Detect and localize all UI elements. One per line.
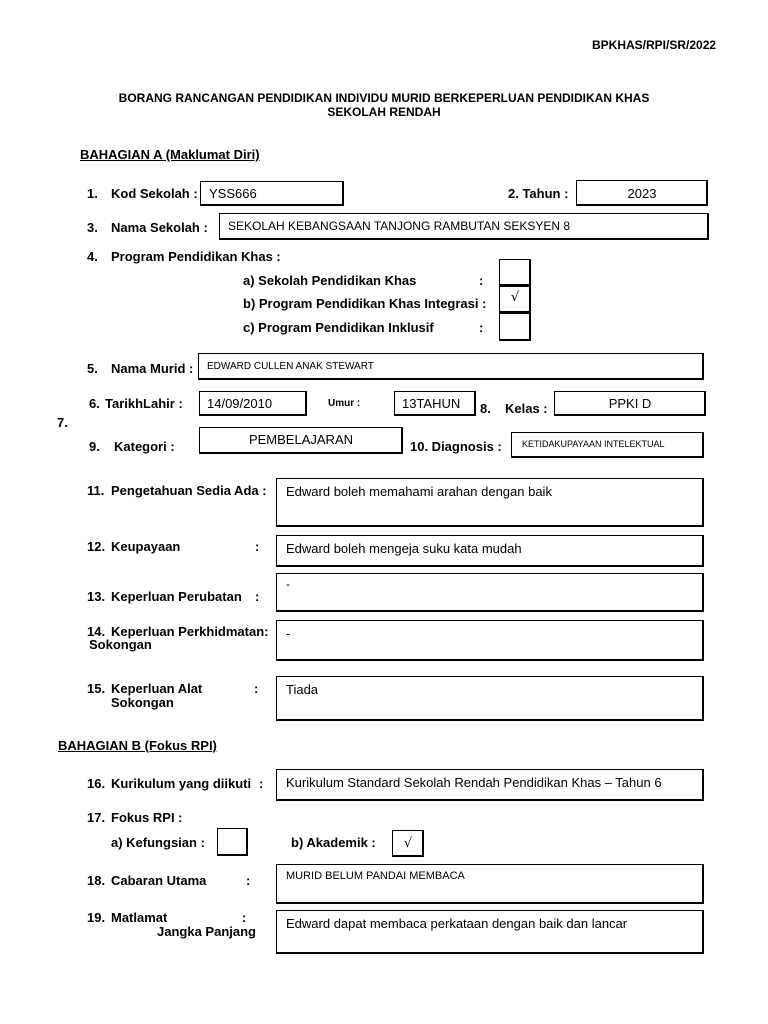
item-9-number: 9. <box>89 439 100 454</box>
nama-sekolah-field[interactable] <box>219 213 709 240</box>
pengetahuan-value: Edward boleh memahami arahan dengan baik <box>286 484 552 499</box>
option-c-colon: : <box>479 320 484 335</box>
akademik-label: b) Akademik : <box>291 835 376 850</box>
keupayaan-field[interactable] <box>276 535 704 567</box>
matlamat-label: Matlamat <box>111 910 168 925</box>
option-a-label: a) Sekolah Pendidikan Khas <box>243 273 417 288</box>
kelas-field[interactable] <box>554 391 706 416</box>
kod-sekolah-field[interactable] <box>200 181 344 206</box>
item-13-number: 13. <box>87 589 106 604</box>
kefungsian-label: a) Kefungsian : <box>111 835 205 850</box>
option-b-checkbox[interactable] <box>499 286 531 313</box>
perubatan-label: Keperluan Perubatan <box>111 589 242 604</box>
tarikh-lahir-field[interactable] <box>199 391 307 416</box>
item-19-number: 19. <box>87 910 106 925</box>
perkhidmatan-value: - <box>286 626 291 641</box>
tahun-field[interactable] <box>576 180 708 206</box>
kelas-label: Kelas : <box>505 401 548 416</box>
item-14-number: 14. <box>87 624 106 639</box>
kefungsian-checkbox[interactable] <box>217 828 248 856</box>
umur-field[interactable] <box>394 391 476 416</box>
perubatan-colon: : <box>255 589 260 604</box>
kod-sekolah-value: YSS666 <box>209 186 257 201</box>
perubatan-value: - <box>286 577 290 591</box>
umur-value: 13TAHUN <box>402 396 461 411</box>
perkhidmatan-label: Keperluan Perkhidmatan: <box>111 624 269 639</box>
item-17-number: 17. <box>87 810 106 825</box>
section-a-heading: BAHAGIAN A (Maklumat Diri) <box>80 147 260 162</box>
umur-label: Umur : <box>328 398 361 409</box>
nama-murid-label: Nama Murid : <box>111 361 194 376</box>
item-16-number: 16. <box>87 776 106 791</box>
section-b-heading: BAHAGIAN B (Fokus RPI) <box>58 738 217 753</box>
diagnosis-field[interactable] <box>511 432 704 458</box>
pengetahuan-label: Pengetahuan Sedia Ada : <box>111 483 267 498</box>
document-code: BPKHAS/RPI/SR/2022 <box>592 38 717 52</box>
alat-field[interactable] <box>276 676 704 721</box>
item-6-number: 6. <box>89 396 100 411</box>
option-a-checkbox[interactable] <box>499 259 531 286</box>
akademik-checkbox[interactable] <box>392 830 424 857</box>
item-4-number: 4. <box>87 249 98 264</box>
kurikulum-colon: : <box>259 776 264 791</box>
akademik-checkmark: √ <box>403 836 413 851</box>
alat-label-line2: Sokongan <box>111 695 174 710</box>
form-title-line1: BORANG RANCANGAN PENDIDIKAN INDIVIDU MURID BERKEPERLUAN PENDIDIKAN KHAS <box>118 91 650 105</box>
item-7-number: 7. <box>57 415 68 430</box>
cabaran-value: MURID BELUM PANDAI MEMBACA <box>286 870 465 882</box>
fokus-label: Fokus RPI : <box>111 810 183 825</box>
keupayaan-value: Edward boleh mengeja suku kata mudah <box>286 541 522 556</box>
option-a-colon: : <box>479 273 484 288</box>
kategori-value: PEMBELAJARAN <box>248 432 354 447</box>
keupayaan-label: Keupayaan <box>111 539 181 554</box>
nama-murid-field[interactable] <box>198 353 704 380</box>
cabaran-label: Cabaran Utama <box>111 873 207 888</box>
matlamat-field[interactable] <box>276 910 704 954</box>
alat-label: Keperluan Alat <box>111 681 203 696</box>
keupayaan-colon: : <box>255 539 260 554</box>
item-5-number: 5. <box>87 361 98 376</box>
item-15-number: 15. <box>87 681 106 696</box>
perubatan-field[interactable] <box>276 573 704 612</box>
diagnosis-label: 10. Diagnosis : <box>410 439 502 454</box>
tahun-value: 2023 <box>627 186 657 201</box>
pengetahuan-field[interactable] <box>276 478 704 527</box>
nama-sekolah-value: SEKOLAH KEBANGSAAN TANJONG RAMBUTAN SEKSYEN 8 <box>228 219 571 233</box>
kategori-label: Kategori : <box>114 439 175 454</box>
kurikulum-label: Kurikulum yang diikuti <box>111 776 252 791</box>
form-title-line2: SEKOLAH RENDAH <box>327 105 441 119</box>
cabaran-colon: : <box>246 873 251 888</box>
tahun-label: 2. Tahun : <box>508 186 569 201</box>
kurikulum-value: Kurikulum Standard Sekolah Rendah Pendidikan Khas – Tahun 6 <box>286 775 662 790</box>
option-b-checkmark: √ <box>510 290 520 305</box>
kurikulum-field[interactable] <box>276 769 704 801</box>
item-11-number: 11. <box>87 483 105 498</box>
item-1-number: 1. <box>87 186 98 201</box>
perkhidmatan-label-line2: Sokongan <box>89 637 152 652</box>
kategori-field[interactable] <box>199 427 403 454</box>
alat-colon: : <box>254 681 259 696</box>
matlamat-colon: : <box>242 910 247 925</box>
option-c-checkbox[interactable] <box>499 313 531 341</box>
option-c-label: c) Program Pendidikan Inklusif <box>243 320 434 335</box>
alat-value: Tiada <box>286 682 319 697</box>
program-label: Program Pendidikan Khas : <box>111 249 281 264</box>
item-8-number: 8. <box>480 401 491 416</box>
nama-sekolah-label: Nama Sekolah : <box>111 220 208 235</box>
kelas-value: PPKI D <box>608 396 652 411</box>
nama-murid-value: EDWARD CULLEN ANAK STEWART <box>207 361 374 372</box>
item-18-number: 18. <box>87 873 106 888</box>
tarikh-lahir-label: TarikhLahir : <box>105 396 183 411</box>
cabaran-field[interactable] <box>276 864 704 904</box>
perkhidmatan-field[interactable] <box>276 620 704 661</box>
matlamat-label-line2: Jangka Panjang <box>157 924 256 939</box>
tarikh-lahir-value: 14/09/2010 <box>207 396 273 411</box>
diagnosis-value: KETIDAKUPAYAAN INTELEKTUAL <box>522 439 665 449</box>
kod-sekolah-label: Kod Sekolah : <box>111 186 198 201</box>
matlamat-value: Edward dapat membaca perkataan dengan baik dan lancar <box>286 916 628 931</box>
item-3-number: 3. <box>87 220 98 235</box>
option-b-label: b) Program Pendidikan Khas Integrasi : <box>243 296 487 311</box>
item-12-number: 12. <box>87 539 106 554</box>
